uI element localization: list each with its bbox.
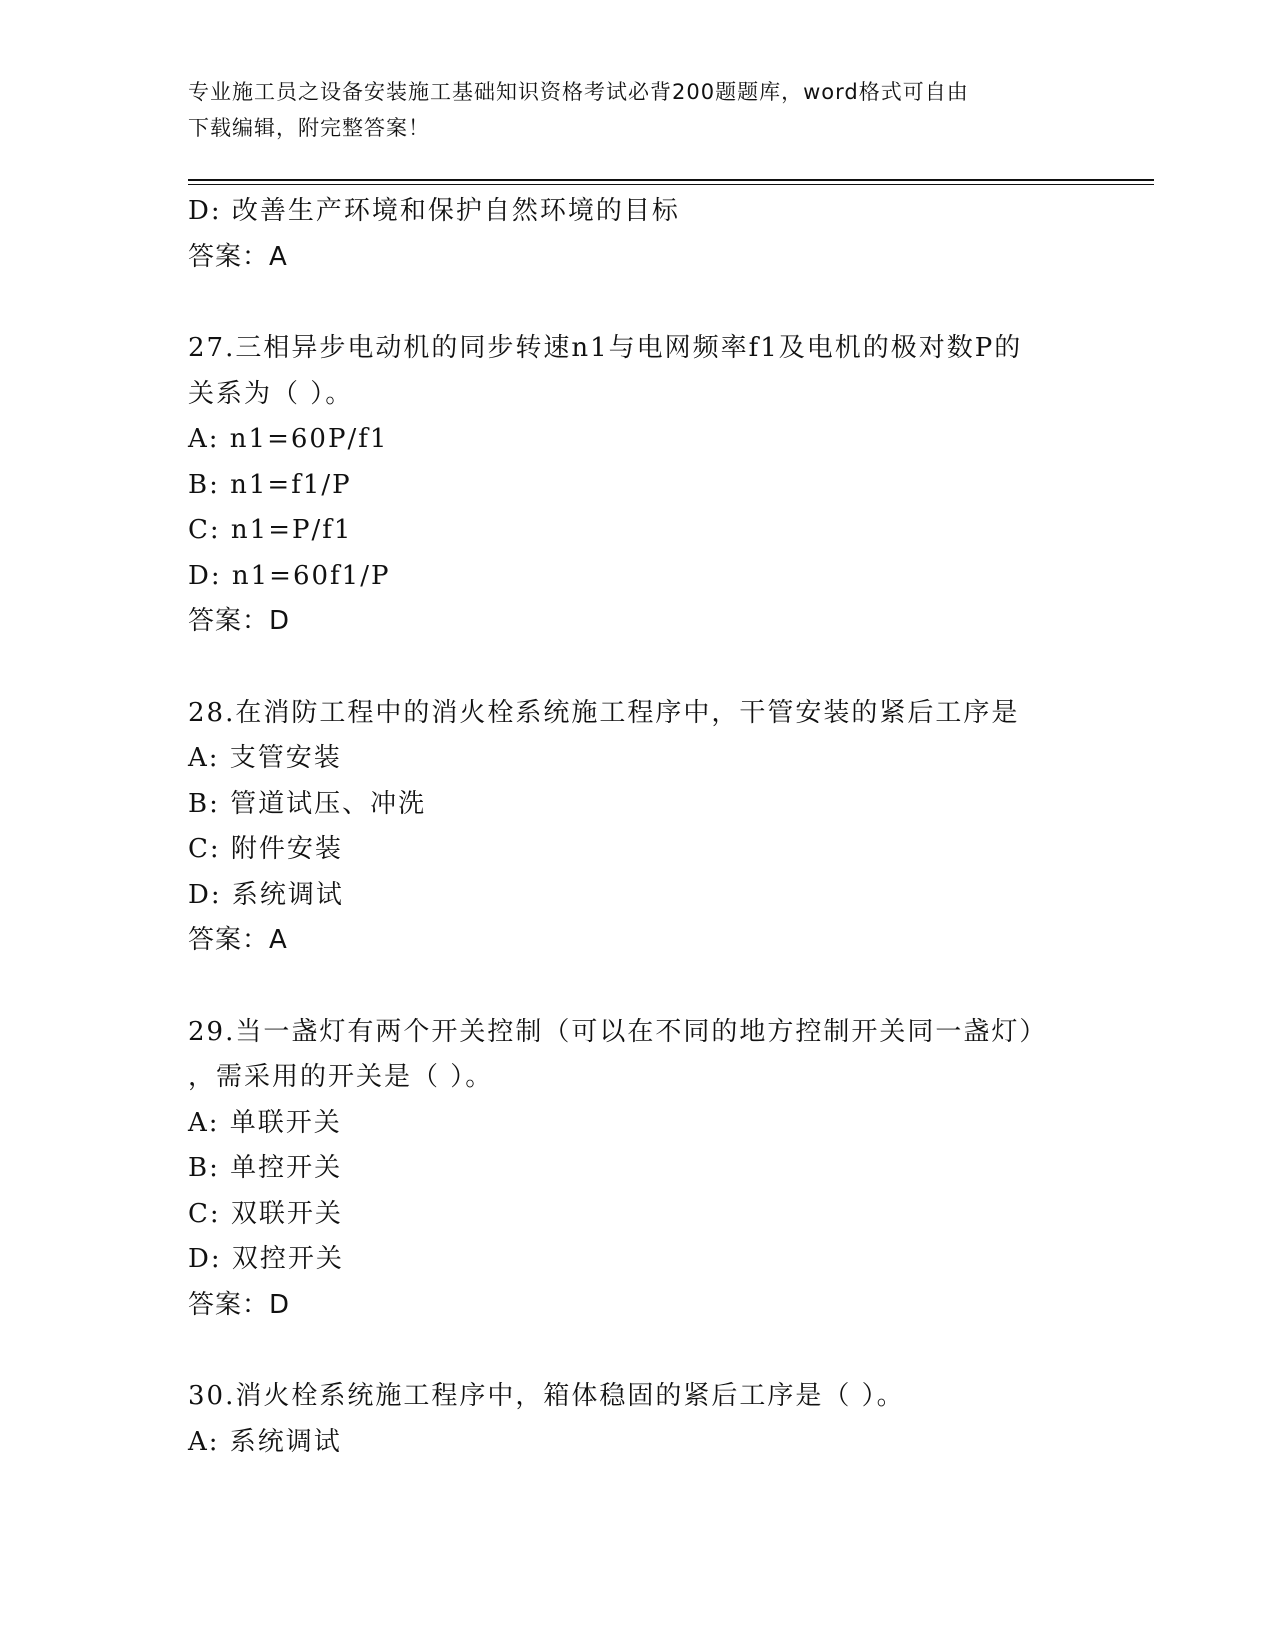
question-28 xyxy=(188,691,1088,964)
answer-value: D xyxy=(269,606,291,636)
option-d: D: 系统调试 xyxy=(188,879,344,910)
answer-value: A xyxy=(269,241,288,272)
question-stem-continued: ，需采用的开关是（ ）。 xyxy=(188,1062,494,1092)
answer-label: 答案： xyxy=(188,606,270,636)
question-stem: 28.在消防工程中的消火栓系统施工程序中，干管安装的紧后工序是 xyxy=(188,697,1020,728)
answer-line xyxy=(188,599,1088,645)
option-b: B: n1=f1/P xyxy=(188,469,352,500)
header-rule-thick xyxy=(188,179,1154,181)
option-a: A: 支管安装 xyxy=(188,743,342,773)
answer-value: A xyxy=(269,925,288,955)
answer-line xyxy=(188,235,1088,281)
question-30 xyxy=(188,1374,1088,1465)
document-header xyxy=(188,74,1068,146)
header-rule-thin xyxy=(188,184,1154,185)
header-line-2: 下载编辑，附完整答案！ xyxy=(188,116,430,140)
spacer xyxy=(188,1328,1088,1374)
question-stem: 30.消火栓系统施工程序中，箱体稳固的紧后工序是（ ）。 xyxy=(188,1381,905,1411)
option-c: C: n1=P/f1 xyxy=(188,515,353,545)
option-b: B: 管道试压、冲洗 xyxy=(188,788,427,819)
spacer xyxy=(188,280,1088,326)
question-stem: 27.三相异步电动机的同步转速n1与电网频率f1及电机的极对数P的 xyxy=(188,333,1023,363)
answer-line xyxy=(188,1283,1088,1329)
question-26 xyxy=(188,189,1088,280)
option-d: D: 改善生产环境和保护自然环境的目标 xyxy=(188,196,680,226)
spacer xyxy=(188,964,1088,1010)
option-b: B: 单控开关 xyxy=(188,1153,343,1183)
answer-line xyxy=(188,918,1088,964)
spacer xyxy=(188,645,1088,691)
option-c: C: 双联开关 xyxy=(188,1198,343,1229)
question-stem: 29.当一盏灯有两个开关控制（可以在不同的地方控制开关同一盏灯） xyxy=(188,1016,1048,1047)
answer-value: D xyxy=(269,1289,291,1320)
option-d: D: 双控开关 xyxy=(188,1244,344,1274)
header-line-1: 专业施工员之设备安装施工基础知识资格考试必背200题题库，word格式可自由 xyxy=(188,80,969,104)
question-list xyxy=(188,189,1088,1465)
question-stem-continued: 关系为（ ）。 xyxy=(188,378,354,409)
option-c: C: 附件安装 xyxy=(188,834,343,864)
option-a: A: n1=60P/f1 xyxy=(188,424,389,454)
option-d: D: n1=60f1/P xyxy=(188,560,391,591)
answer-label: 答案： xyxy=(188,925,270,955)
answer-label: 答案： xyxy=(188,1289,270,1320)
answer-label: 答案： xyxy=(188,241,270,272)
question-29 xyxy=(188,1010,1088,1329)
question-27 xyxy=(188,326,1088,645)
option-a: A: 系统调试 xyxy=(188,1426,342,1457)
option-a: A: 单联开关 xyxy=(188,1107,342,1138)
